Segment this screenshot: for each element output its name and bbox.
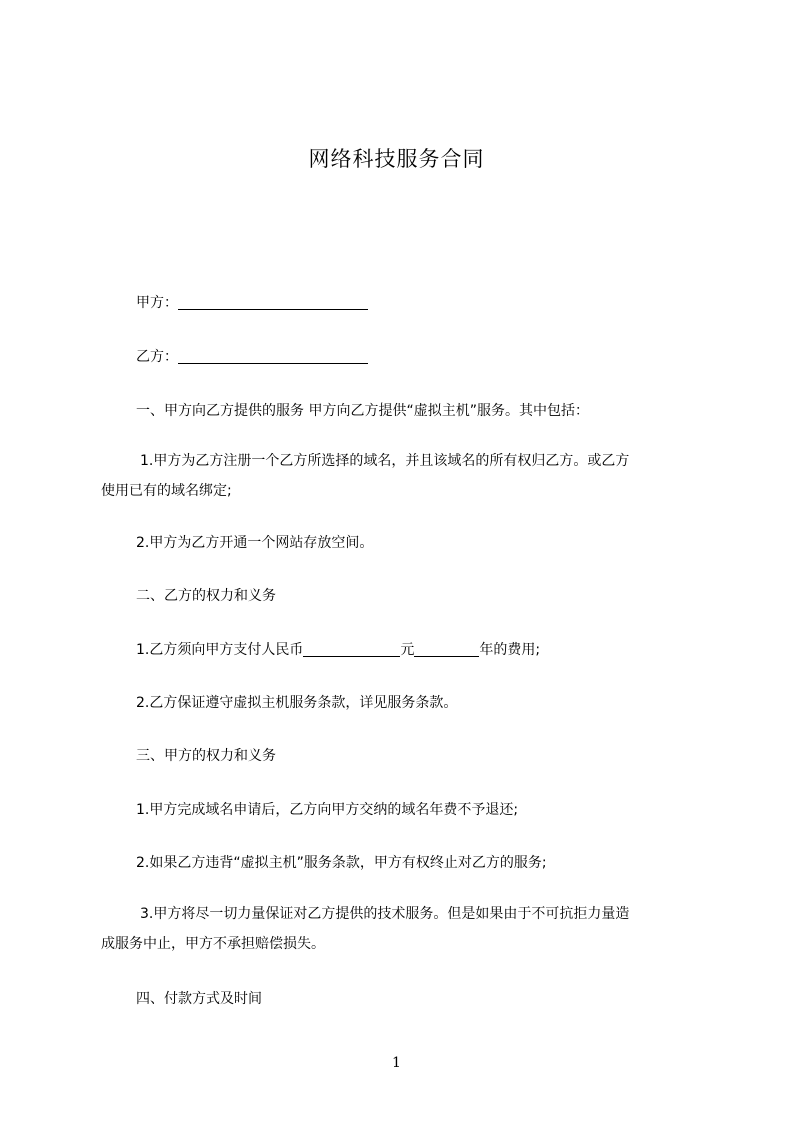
- party-b-blank: [178, 349, 368, 364]
- party-a-label: 甲方：: [136, 295, 178, 311]
- section-2-item-1: [136, 639, 540, 659]
- section-3-heading: 三、甲方的权力和义务: [136, 748, 276, 764]
- section-3-item-3-line-1: 3.甲方将尽一切力量保证对乙方提供的技术服务。但是如果由于不可抗拒力量造: [140, 906, 630, 922]
- section-1-item-1-line-2: 使用已有的域名绑定;: [101, 483, 232, 499]
- party-a-blank: [178, 295, 368, 310]
- section-2-item-2: 2.乙方保证遵守虚拟主机服务条款，详见服务条款。: [136, 695, 458, 711]
- section-1-heading: 一、甲方向乙方提供的服务 甲方向乙方提供“虚拟主机”服务。其中包括：: [136, 403, 589, 419]
- section-3-item-1: 1.甲方完成域名申请后，乙方向甲方交纳的域名年费不予退还;: [136, 802, 519, 818]
- section-1-item-2: 2.甲方为乙方开通一个网站存放空间。: [136, 535, 374, 551]
- section-1-item-1-line-1: 1.甲方为乙方注册一个乙方所选择的域名，并且该域名的所有权归乙方。或乙方: [140, 453, 630, 469]
- payment-text-a: 1.乙方须向甲方支付人民币: [136, 642, 304, 658]
- section-3-item-3: [101, 899, 716, 959]
- payment-text-b: 元: [400, 642, 415, 658]
- party-a-line: [136, 292, 368, 312]
- document-title: 网络科技服务合同: [308, 147, 485, 171]
- section-4-heading: 四、付款方式及时间: [136, 991, 262, 1007]
- section-1-item-1: [101, 446, 716, 506]
- payment-amount-blank: [303, 642, 400, 657]
- party-b-label: 乙方：: [136, 349, 178, 365]
- section-3-item-3-line-2: 成服务中止，甲方不承担赔偿损失。: [101, 936, 325, 952]
- section-2-heading: 二、乙方的权力和义务: [136, 588, 276, 604]
- party-b-line: [136, 346, 368, 366]
- payment-text-c: 年的费用;: [479, 642, 541, 658]
- payment-years-blank: [414, 642, 479, 657]
- section-3-item-2: 2.如果乙方违背“虚拟主机”服务条款，甲方有权终止对乙方的服务;: [136, 855, 547, 871]
- page-number: 1: [392, 1055, 401, 1071]
